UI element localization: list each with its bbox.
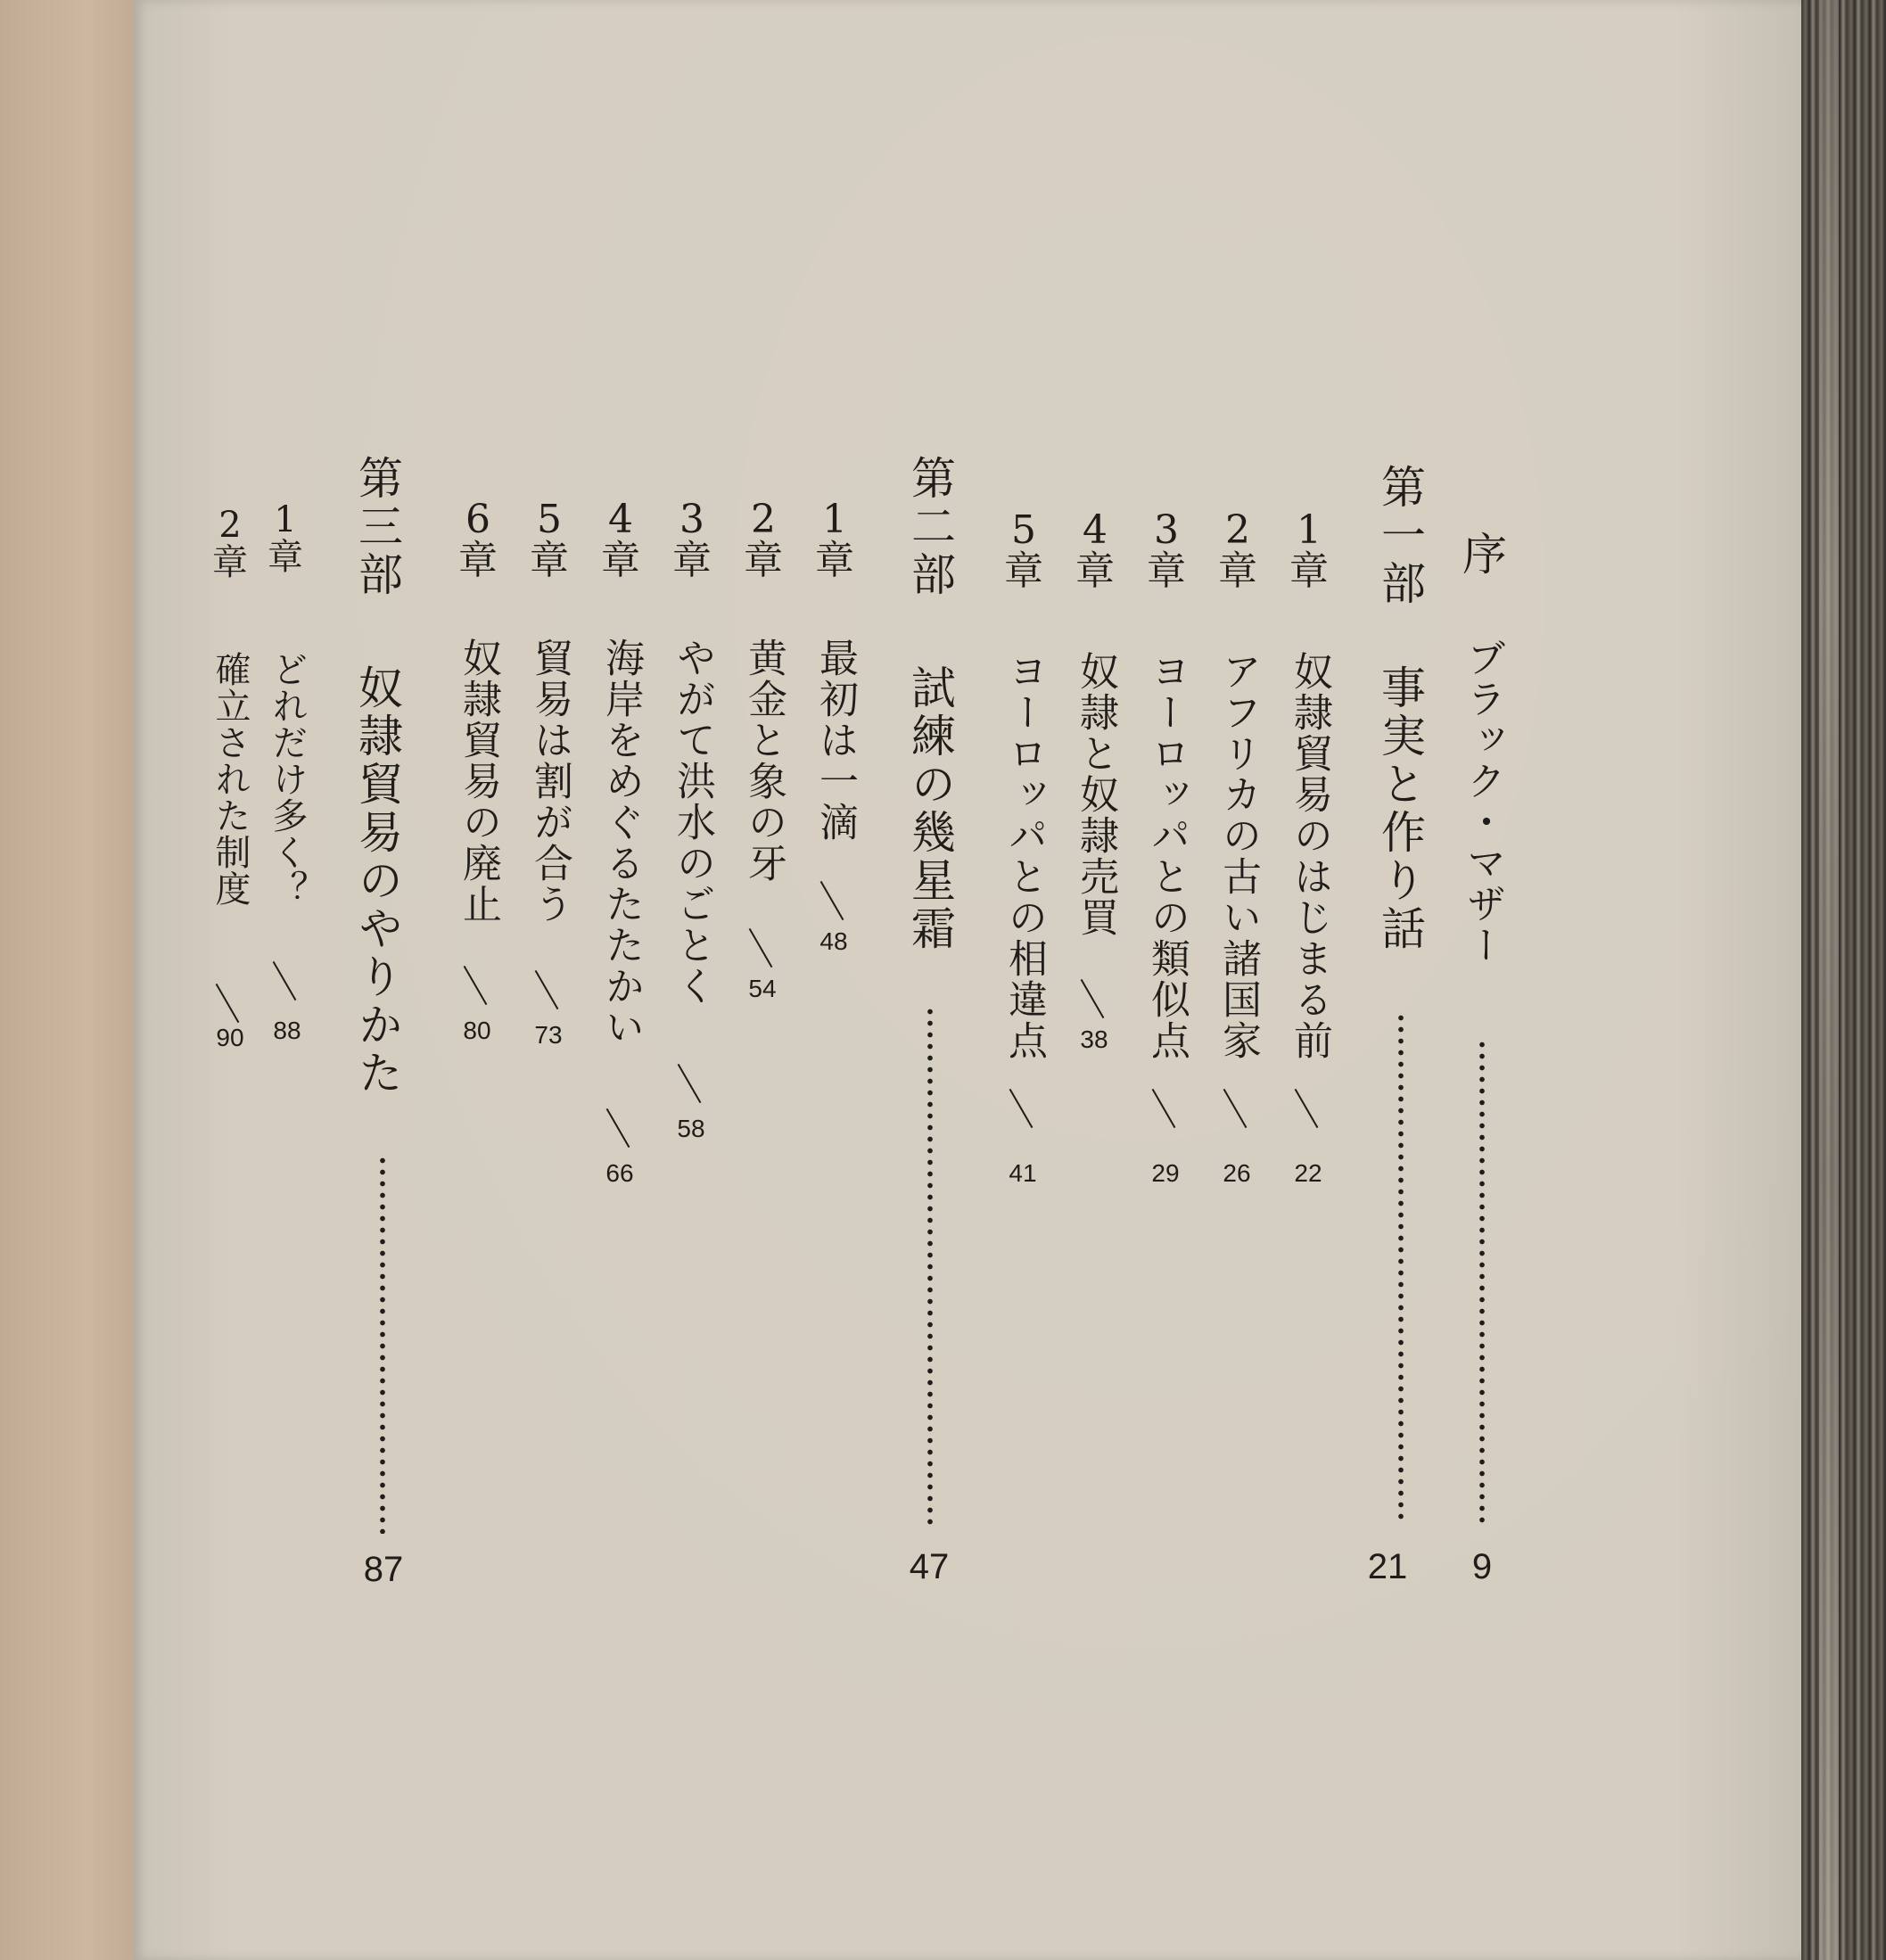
- part1-chapter1-title: 奴隷貿易のはじまる前: [1287, 651, 1332, 1061]
- part2-leader-dots: [927, 1006, 933, 1525]
- part1-chapter3-label: 3 章: [1147, 507, 1186, 595]
- preface-title: ブラック・マザー: [1460, 638, 1505, 966]
- part1-chapter1-label: 1 章: [1289, 507, 1329, 595]
- preface-label: 序: [1455, 531, 1507, 579]
- part3-leader-dots: [380, 1155, 385, 1534]
- part1-chapter4-label: 4 章: [1075, 507, 1115, 595]
- part2-chapter2-title: 黄金と象の牙: [741, 638, 787, 884]
- part3-chapter2-page: 90: [216, 1024, 244, 1051]
- part1-chapter4-title: 奴隷と奴隷売買: [1073, 651, 1118, 938]
- part1-chapter3-title: ヨーロッパとの類似点: [1144, 651, 1190, 1061]
- preface-leader-dots: [1479, 1039, 1485, 1525]
- part1-chapter2-title: アフリカの古い諸国家: [1215, 651, 1261, 1061]
- part2-chapter5-page: 73: [534, 1021, 563, 1049]
- part1-label: 第一部: [1374, 464, 1426, 608]
- part1-chapter5-label: 5 章: [1004, 507, 1043, 595]
- part3-chapter2-title: 確立された制度: [210, 651, 251, 907]
- facing-page: [0, 0, 156, 1960]
- part1-chapter2-label: 2 章: [1218, 507, 1257, 595]
- part1-chapter4-page: 38: [1080, 1025, 1108, 1053]
- part2-chapter2-page: 54: [748, 975, 777, 1002]
- part2-chapter3-label: 3 章: [672, 497, 712, 584]
- part3-page: 87: [363, 1550, 404, 1589]
- part3-chapter2-label: 2 章: [212, 505, 248, 583]
- part3-label: 第三部: [351, 455, 403, 599]
- part2-chapter1-title: 最初は一滴: [812, 638, 858, 843]
- part2-chapter5-label: 5 章: [530, 497, 569, 584]
- part1-chapter5-title: ヨーロッパとの相違点: [1001, 651, 1047, 1061]
- part2-chapter3-page: 58: [677, 1115, 705, 1142]
- part1-chapter2-page: 26: [1223, 1159, 1251, 1187]
- part2-chapter6-title: 奴隷貿易の廃止: [456, 638, 501, 925]
- book-page-edge-highlight: [1819, 0, 1839, 1960]
- part2-label: 第二部: [904, 455, 956, 599]
- part1-page: 21: [1367, 1547, 1408, 1586]
- part2-chapter6-page: 80: [463, 1017, 491, 1044]
- part2-chapter1-page: 48: [819, 927, 848, 955]
- part2-chapter4-title: 海岸をめぐるたたかい: [598, 638, 644, 1048]
- part2-chapter1-label: 1 章: [815, 497, 854, 584]
- book-page-edges: [1801, 0, 1886, 1960]
- part1-leader-dots: [1398, 1012, 1404, 1525]
- part3-chapter1-label: 1 章: [268, 499, 303, 578]
- part2-chapter5-title: 貿易は割が合う: [527, 638, 572, 925]
- part2-chapter2-label: 2 章: [744, 497, 783, 584]
- part1-chapter1-page: 22: [1294, 1159, 1322, 1187]
- part1-chapter3-page: 29: [1151, 1159, 1180, 1187]
- part3-chapter1-title: どれだけ多く？: [267, 651, 308, 907]
- part2-page: 47: [909, 1547, 950, 1586]
- part1-title: 事実と作り話: [1374, 664, 1426, 953]
- part1-chapter5-page: 41: [1009, 1159, 1037, 1187]
- part2-chapter4-page: 66: [605, 1159, 634, 1187]
- part3-chapter1-page: 88: [273, 1017, 301, 1044]
- part2-chapter4-label: 4 章: [601, 497, 640, 584]
- part3-title: 奴隷貿易のやりかた: [351, 664, 403, 1098]
- part2-chapter3-title: やがて洪水のごとく: [670, 638, 715, 1007]
- part2-title: 試練の幾星霜: [904, 664, 956, 953]
- preface-page: 9: [1471, 1547, 1493, 1586]
- part2-chapter6-label: 6 章: [458, 497, 498, 584]
